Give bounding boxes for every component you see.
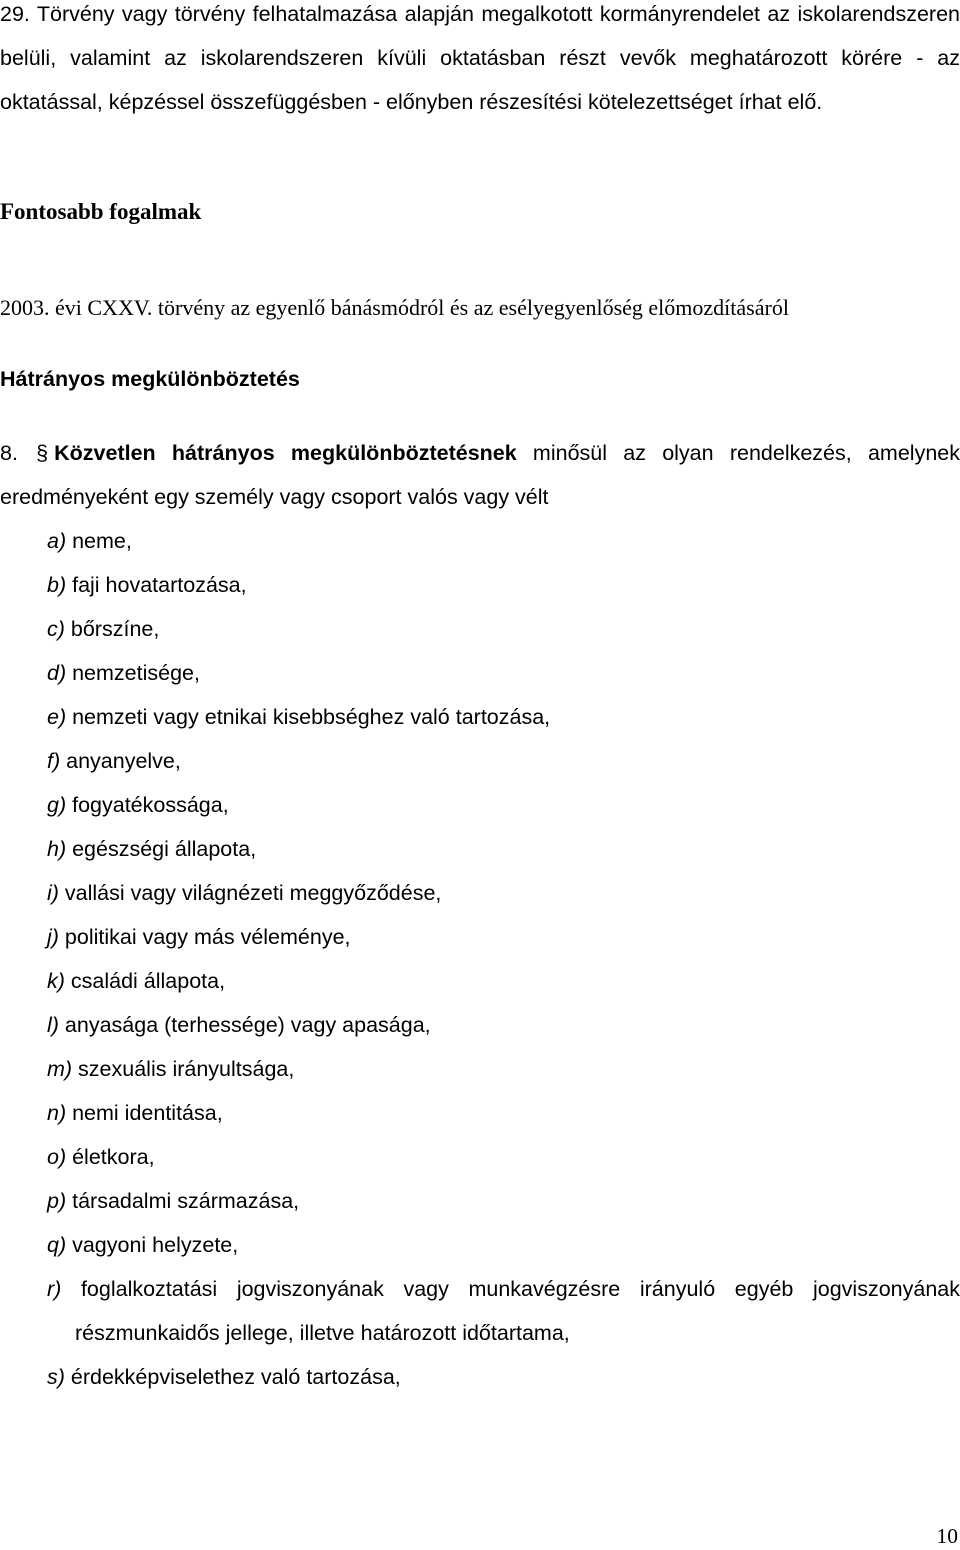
list-item-text: foglalkoztatási jogviszonyának vagy munkavégzésre irányuló egyéb jogviszonyának részmunkaidős jellege, illetve határozott időtartama, <box>61 1277 960 1345</box>
list-item <box>47 871 960 915</box>
list-item-text: vallási vagy világnézeti meggyőződése, <box>58 881 442 905</box>
list-item-letter: j) <box>47 925 59 949</box>
list-item <box>47 1223 960 1267</box>
list-item-letter: a) <box>47 529 67 553</box>
list-item <box>47 783 960 827</box>
law-title: 2003. évi CXXV. törvény az egyenlő bánásmódról és az esélyegyenlőség előmozdításáról <box>0 295 789 320</box>
list-item-letter: p) <box>47 1189 67 1213</box>
list-item <box>47 959 960 1003</box>
heading-discrimination: Hátrányos megkülönböztetés <box>0 367 300 391</box>
section-bold-term: Közvetlen hátrányos megkülönböztetésnek <box>54 441 517 465</box>
list-item-letter: c) <box>47 617 65 641</box>
list-item-text: nemi identitása, <box>66 1101 223 1125</box>
list-item-letter: h) <box>47 837 67 861</box>
list-item-letter: r) <box>47 1277 62 1301</box>
list-item-text: szexuális irányultsága, <box>72 1057 295 1081</box>
list-item-letter: e) <box>47 705 67 729</box>
list-item-letter: i) <box>47 881 59 905</box>
list-item <box>47 1003 960 1047</box>
list-item-letter: m) <box>47 1057 73 1081</box>
list-item-text: bőrszíne, <box>64 617 160 641</box>
list-item <box>47 1135 960 1179</box>
list-item <box>47 1267 960 1355</box>
section-sign: § <box>36 441 49 465</box>
protected-characteristics-list <box>47 519 960 1399</box>
list-item-letter: q) <box>47 1233 67 1257</box>
list-item <box>47 563 960 607</box>
list-item <box>47 1179 960 1223</box>
list-item-letter: d) <box>47 661 67 685</box>
list-item-text: egészségi állapota, <box>66 837 257 861</box>
list-item <box>47 827 960 871</box>
list-item-letter: k) <box>47 969 65 993</box>
heading-key-concepts: Fontosabb fogalmak <box>0 199 202 224</box>
list-item-text: társadalmi származása, <box>66 1189 300 1213</box>
section-number: 8. <box>0 441 18 465</box>
list-item <box>47 1355 960 1399</box>
list-item-text: anyasága (terhessége) vagy apasága, <box>58 1013 431 1037</box>
list-item-text: nemzetisége, <box>66 661 200 685</box>
list-item <box>47 519 960 563</box>
list-item-text: politikai vagy más véleménye, <box>58 925 351 949</box>
list-item <box>47 1091 960 1135</box>
list-item <box>47 739 960 783</box>
list-item-letter: l) <box>47 1013 59 1037</box>
list-item-text: neme, <box>66 529 132 553</box>
list-item-letter: b) <box>47 573 67 597</box>
list-item-text: családi állapota, <box>64 969 226 993</box>
list-item-text: érdekképviselethez való tartozása, <box>64 1365 401 1389</box>
list-item-text: vagyoni helyzete, <box>66 1233 239 1257</box>
page-number: 10 <box>936 1524 958 1548</box>
paragraph-29: 29. Törvény vagy törvény felhatalmazása alapján megalkotott kormányrendelet az iskolarendszeren belüli, valamint az iskolarendszeren kívüli oktatásban részt vevők meghatározott körére - az oktatással, képzéssel összefüggésben - előnyben részesítési kötelezettséget írhat elő. <box>0 2 960 114</box>
list-item-text: életkora, <box>66 1145 155 1169</box>
list-item <box>47 915 960 959</box>
list-item <box>47 651 960 695</box>
list-item-letter: s) <box>47 1365 65 1389</box>
paragraph-section-8 <box>0 431 960 519</box>
list-item <box>47 607 960 651</box>
list-item-text: nemzeti vagy etnikai kisebbséghez való tartozása, <box>66 705 551 729</box>
list-item-text: faji hovatartozása, <box>66 573 247 597</box>
list-item-letter: g) <box>47 793 67 817</box>
list-item-text: fogyatékossága, <box>66 793 229 817</box>
list-item <box>47 1047 960 1091</box>
list-item <box>47 695 960 739</box>
list-item-letter: n) <box>47 1101 67 1125</box>
list-item-letter: f) <box>47 749 61 773</box>
list-item-text: anyanyelve, <box>60 749 181 773</box>
list-item-letter: o) <box>47 1145 67 1169</box>
section-text: minősül az olyan rendelkezés, amelynek eredményeként egy személy vagy csoport valós vagy vélt <box>0 441 960 509</box>
